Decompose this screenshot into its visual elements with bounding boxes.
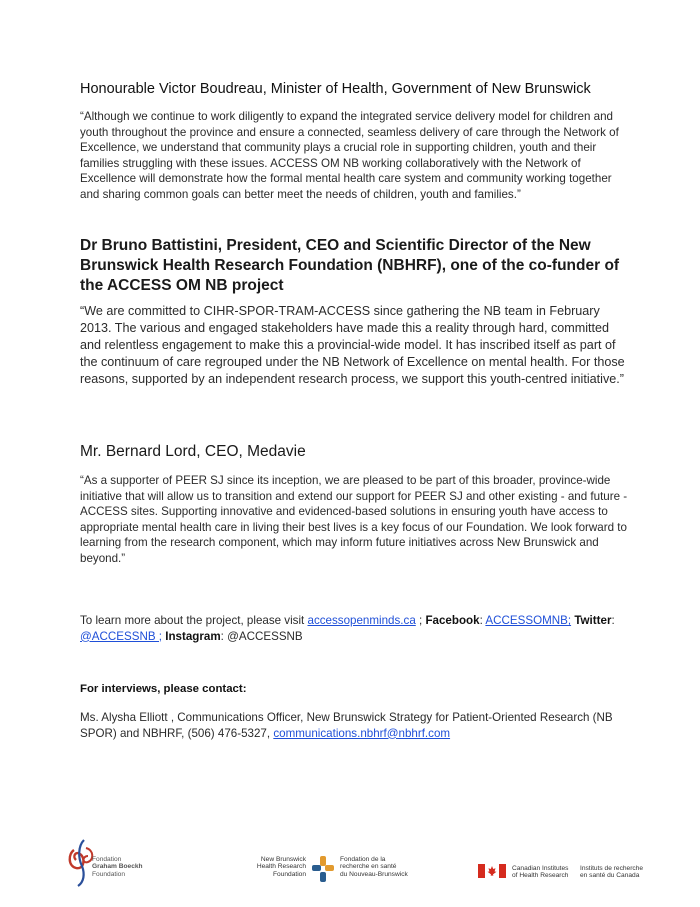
quote-paragraph: “We are committed to CIHR-SPOR-TRAM-ACCESS since gathering the NB team in February 2013. The various and engaged stakeholders have made this a reality through hard, committed and relentless engagement to make this a provincial-wide model. It has inscribed itself as part of the continuum of care regrouped under the NB Network of Excellence on mental health. For those reasons, supported by an independent research process, we support this youth-centred initiative.” xyxy=(80,304,625,386)
cihr-logo xyxy=(478,860,658,884)
logo-line: Graham Boeckh xyxy=(92,863,143,871)
contact-email-link[interactable]: communications.nbhrf@nbhrf.com xyxy=(273,726,451,740)
logo-line: Instituts de recherche xyxy=(580,865,644,872)
logo-line: Foundation xyxy=(273,870,306,878)
quote-paragraph: “Although we continue to work diligently to expand the integrated service delivery model for children and youth throughout the province and ensure a connected, seamless delivery of care through the Network of Excellence, we understand that community plays a crucial role in supporting children, youth and their families struggling with these issues. ACCESS OM NB working collaboratively with the Network of Excellence will demonstrate how the formal mental health care system and community working together and sharing common goals can better meet the needs of children, youth and families.” xyxy=(80,110,619,201)
instagram-label: Instagram xyxy=(165,629,221,643)
nbhrf-logo xyxy=(256,852,426,888)
website-link[interactable]: accessopenminds.ca xyxy=(307,614,416,627)
speaker-heading: Honourable Victor Boudreau, Minister of Health, Government of New Brunswick xyxy=(80,81,591,97)
twitter-label: Twitter xyxy=(574,614,612,627)
statement-minister xyxy=(80,80,628,203)
logo-line: en santé du Canada xyxy=(580,872,640,880)
logo-line: recherche en santé xyxy=(340,863,397,871)
logo-line: du Nouveau-Brunswick xyxy=(340,870,408,878)
nbhrf-english-text xyxy=(256,856,306,878)
logo-line: Fondation xyxy=(92,856,122,863)
logo-line: New Brunswick xyxy=(260,856,306,863)
speaker-heading: Dr Bruno Battistini, President, CEO and Scientific Director of the New Brunswick Health Research Foundation (NBHRF), one of the co-funder of the ACCESS OM NB project xyxy=(80,237,620,294)
logo-line: Foundation xyxy=(92,870,125,878)
facebook-link[interactable]: ACCESSOMNB; xyxy=(485,614,572,627)
boeckh-logo-text xyxy=(92,856,143,878)
statement-nbhrf xyxy=(80,236,628,388)
logo-line: Fondation de la xyxy=(340,856,386,863)
contact-details xyxy=(80,710,640,741)
learn-more-intro: To learn more about the project, please visit xyxy=(80,614,308,627)
learn-more-line xyxy=(80,613,640,644)
logo-line: of Health Research xyxy=(512,872,569,880)
statement-medavie xyxy=(80,442,628,567)
nbhrf-french-text xyxy=(340,856,408,878)
contact-text: Ms. Alysha Elliott , Communications Officer, New Brunswick Strategy for Patient-Oriented Research (NB SPOR) and NBHRF, (506) 476-5327, xyxy=(80,711,613,740)
separator: : xyxy=(220,629,228,643)
facebook-label: Facebook xyxy=(425,614,480,627)
logo-line: Health Research xyxy=(256,863,306,871)
canada-flag-icon xyxy=(478,864,506,878)
logo-line: Canadian Institutes xyxy=(512,865,569,872)
contact-heading: For interviews, please contact: xyxy=(80,683,247,695)
cihr-english-text xyxy=(512,865,568,880)
separator: : xyxy=(611,614,615,627)
boeckh-foundation-logo xyxy=(64,836,184,888)
nbhrf-star-mark xyxy=(311,854,335,884)
separator: : xyxy=(479,614,486,627)
instagram-handle: @ACCESSNB xyxy=(227,629,303,643)
separator: ; xyxy=(415,614,426,627)
speaker-heading: Mr. Bernard Lord, CEO, Medavie xyxy=(80,443,306,460)
cihr-french-text xyxy=(580,865,643,880)
quote-paragraph: “As a supporter of PEER SJ since its inception, we are pleased to be part of this broader, province-wide initiative that will allow us to transition and extend our support for PEER SJ and other existing - and future - ACCESS sites. Supporting innovative and evidenced-based solutions in ensuring youth have access to appropriate mental health care in living their best lives is a key focus of our Foundation. We look forward to learning from the research component, which may inform future initiatives across New Brunswick and beyond.” xyxy=(80,474,628,565)
twitter-link[interactable]: @ACCESSNB ; xyxy=(80,629,162,643)
